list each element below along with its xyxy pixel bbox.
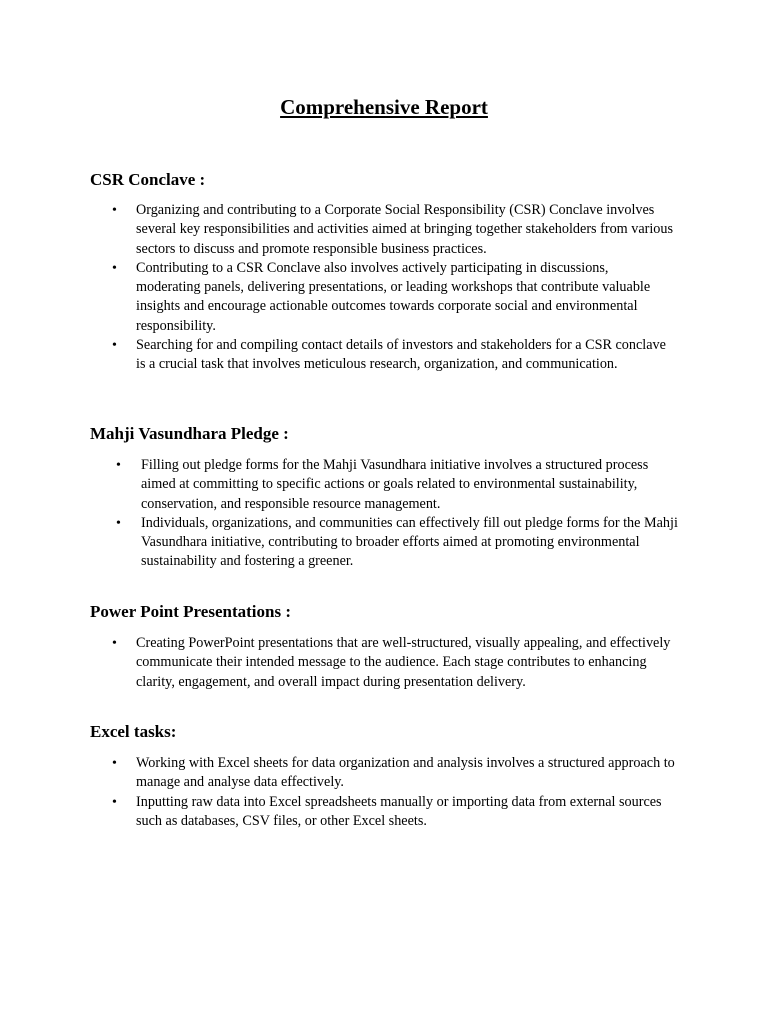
list-item xyxy=(112,259,676,336)
list-item xyxy=(116,456,681,514)
list-item-text: Filling out pledge forms for the Mahji Vasundhara initiative involves a structured process aimed at committing to specific actions or goals related to environmental sustainability, conservation, and responsible resource management. xyxy=(141,457,649,512)
report-title: Comprehensive Report xyxy=(280,95,488,119)
list-item xyxy=(112,201,676,259)
list-item xyxy=(116,514,681,572)
bullet-icon: • xyxy=(116,458,121,473)
bullet-list-mahji-vasundhara-pledge xyxy=(116,456,681,572)
bullet-icon: • xyxy=(112,203,117,218)
list-item-text: Inputting raw data into Excel spreadsheets manually or importing data from external sources such as databases, CSV files, or other Excel sheets. xyxy=(136,793,662,829)
bullet-icon: • xyxy=(112,260,117,276)
list-item xyxy=(112,754,676,793)
bullet-icon: • xyxy=(112,756,117,771)
bullet-icon: • xyxy=(116,515,121,531)
list-item-text: Individuals, organizations, and communities can effectively fill out pledge forms for the Mahji Vasundhara initiative, contributing to broader efforts aimed at promoting environmental sustainability and fostering a greener. xyxy=(141,514,678,570)
section-heading-csr-conclave: CSR Conclave : xyxy=(90,170,206,189)
bullet-list-csr-conclave xyxy=(112,201,676,375)
list-item-text: Contributing to a CSR Conclave also involves actively participating in discussions, moderating panels, delivering presentations, or leading workshops that contribute valuable insights and encourage actionable outcomes towards corporate social and environmental responsibility. xyxy=(136,259,651,334)
list-item xyxy=(112,336,676,375)
list-item-text: Organizing and contributing to a Corporate Social Responsibility (CSR) Conclave involves several key responsibilities and activities aimed at bringing together stakeholders from various sectors to discuss and promote responsible business practices. xyxy=(136,202,674,257)
bullet-list-power-point-presentations xyxy=(112,634,676,692)
list-item xyxy=(112,793,676,832)
list-item xyxy=(112,634,676,692)
list-item-text: Working with Excel sheets for data organization and analysis involves a structured approach to manage and analyse data effectively. xyxy=(136,755,675,791)
section-heading-power-point-presentations: Power Point Presentations : xyxy=(90,602,291,621)
bullet-icon: • xyxy=(112,636,117,651)
section-heading-excel-tasks: Excel tasks: xyxy=(90,722,177,741)
bullet-list-excel-tasks xyxy=(112,754,676,831)
list-item-text: Searching for and compiling contact details of investors and stakeholders for a CSR conclave is a crucial task that involves meticulous research, organization, and communication. xyxy=(136,337,666,373)
list-item-text: Creating PowerPoint presentations that are well-structured, visually appealing, and effectively communicate their intended message to the audience. Each stage contributes to enhancing clarity, engagement, and overall impact during presentation delivery. xyxy=(136,635,671,690)
bullet-icon: • xyxy=(112,338,117,354)
bullet-icon: • xyxy=(112,794,117,810)
section-heading-mahji-vasundhara-pledge: Mahji Vasundhara Pledge : xyxy=(90,424,289,443)
